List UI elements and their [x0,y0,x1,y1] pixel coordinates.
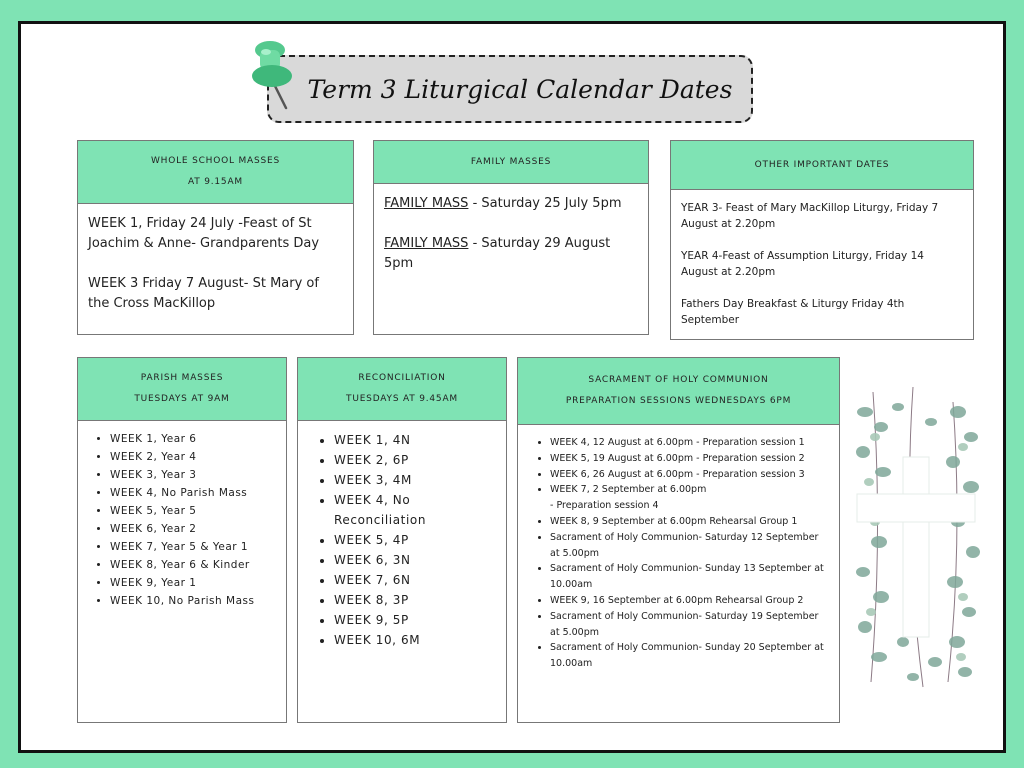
parish-masses-card [77,357,287,723]
list-item: • WEEK 10, No Parish Mass [110,592,276,610]
card-heading: FAMILY MASSES [470,156,552,167]
card-heading: PARISH MASSES [140,373,224,383]
list-item: • WEEK 1, 4N [334,430,496,450]
reconciliation-list [312,430,496,650]
list-item: • Sacrament of Holy Communion- Sunday 20 September at 10.00am [550,640,829,672]
family-mass-label: FAMILY MASS [384,196,469,211]
list-item: • Sacrament of Holy Communion- Saturday 19 September at 5.00pm [550,609,829,641]
card-heading: SACRAMENT OF HOLY COMMUNION [588,375,769,385]
parish-list [88,430,276,610]
list-item: • WEEK 4, No Parish Mass [110,484,276,502]
card-header [671,141,973,190]
list-item: • WEEK 7, Year 5 & Year 1 [110,538,276,556]
family-mass-entry [384,234,638,274]
list-item: • Sacrament of Holy Communion- Saturday 12 September at 5.00pm [550,530,829,562]
whole-school-masses-card [77,140,354,335]
list-item: • WEEK 2, 6P [334,450,496,470]
list-item: • WEEK 2, Year 4 [110,448,276,466]
list-item-text: WEEK 7, 2 September at 6.00pm [550,484,707,496]
list-item: • WEEK 6, 3N [334,550,496,570]
date-entry: YEAR 4-Feast of Assumption Liturgy, Friday 14 August at 2.20pm [681,250,924,278]
family-mass-label: FAMILY MASS [384,236,469,251]
card-subheading: TUESDAYS AT 9AM [134,394,230,404]
pushpin-icon [250,38,302,112]
list-item-subline: - Preparation session 4 [550,500,659,512]
card-header [298,358,506,421]
list-item: • WEEK 9, Year 1 [110,574,276,592]
card-header [78,358,286,421]
list-item: • WEEK 9, 16 September at 6.00pm Rehearsal Group 2 [550,593,829,609]
family-mass-entry [384,194,638,214]
list-item: • WEEK 5, 19 August at 6.00pm - Preparation session 2 [550,451,829,467]
list-item: • WEEK 4, No Reconciliation [334,490,496,530]
list-item: • WEEK 10, 6M [334,630,496,650]
list-item: • WEEK 6, Year 2 [110,520,276,538]
date-entry: YEAR 3- Feast of Mary MacKillop Liturgy, Friday 7 August at 2.20pm [681,202,939,230]
list-item: • WEEK 4, 12 August at 6.00pm - Preparation session 1 [550,435,829,451]
reconciliation-card [297,357,507,723]
list-item: • WEEK 1, Year 6 [110,430,276,448]
card-subheading: AT 9.15AM [188,177,243,187]
family-mass-date: - Saturday 29 August 5pm [384,236,611,271]
card-heading: WHOLE SCHOOL MASSES [150,156,281,166]
list-item: • WEEK 5, 4P [334,530,496,550]
list-item [550,482,829,514]
list-item: • WEEK 3, Year 3 [110,466,276,484]
list-item: • WEEK 7, 6N [334,570,496,590]
list-item: • WEEK 8, 3P [334,590,496,610]
list-item: • Sacrament of Holy Communion- Sunday 13 September at 10.00am [550,561,829,593]
title-banner [267,55,753,123]
family-masses-card [373,140,649,335]
card-subheading: TUESDAYS AT 9.45AM [346,394,458,404]
holy-communion-card [517,357,840,723]
list-item: • WEEK 8, Year 6 & Kinder [110,556,276,574]
family-mass-date: - Saturday 25 July 5pm [468,196,622,211]
cross-eucalyptus-image [853,382,983,692]
list-item: • WEEK 6, 26 August at 6.00pm - Preparation session 3 [550,467,829,483]
mass-entry: WEEK 3 Friday 7 August- St Mary of the Cross MacKillop [88,276,319,311]
communion-list [528,435,829,672]
date-entry: Fathers Day Breakfast & Liturgy Friday 4th September [681,298,905,326]
card-header [78,141,353,204]
list-item: • WEEK 8, 9 September at 6.00pm Rehearsal Group 1 [550,514,829,530]
card-header [374,141,648,184]
card-subheading: PREPARATION SESSIONS WEDNESDAYS 6PM [565,396,792,406]
mass-entry: WEEK 1, Friday 24 July -Feast of St Joachim & Anne- Grandparents Day [88,216,320,251]
card-heading: RECONCILIATION [358,373,446,383]
other-dates-card [670,140,974,340]
list-item: • WEEK 9, 5P [334,610,496,630]
list-item: • WEEK 5, Year 5 [110,502,276,520]
card-header [518,358,839,425]
list-item: • WEEK 3, 4M [334,470,496,490]
card-heading: OTHER IMPORTANT DATES [754,159,890,170]
page-title: Term 3 Liturgical Calendar Dates [307,74,733,104]
